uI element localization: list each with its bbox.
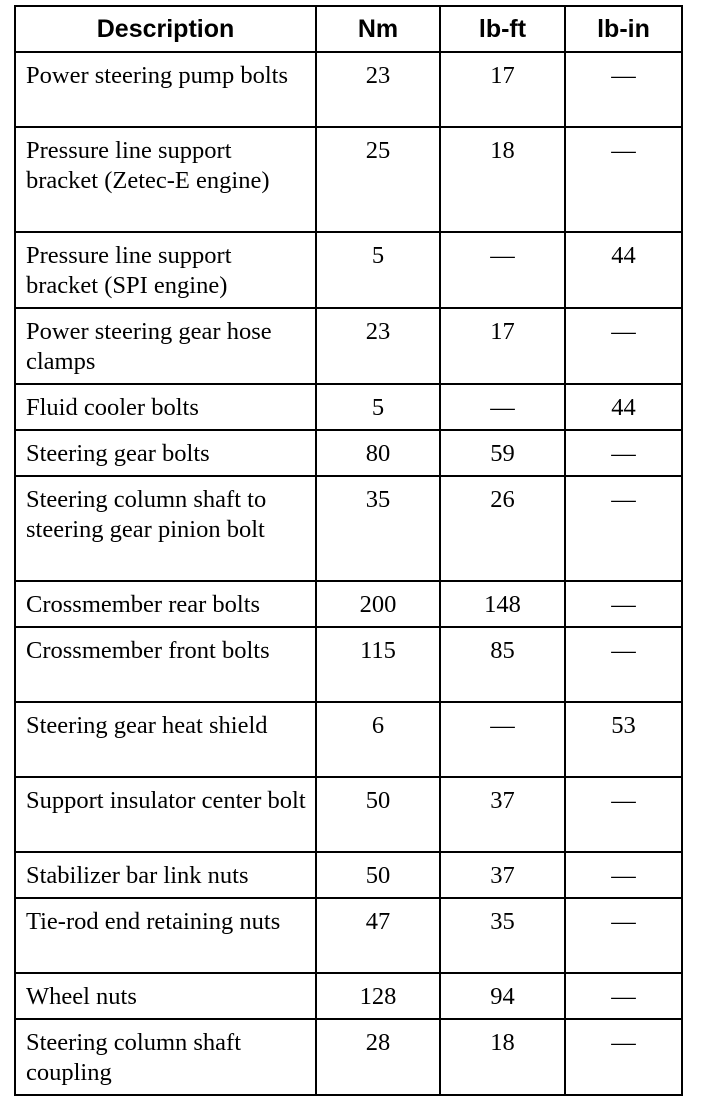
table-header-row (15, 6, 682, 52)
torque-specification-table (14, 5, 683, 1096)
cell-lbft: 85 (440, 627, 565, 702)
table-row (15, 777, 682, 852)
cell-description: Tie-rod end retaining nuts (15, 898, 316, 973)
cell-lbin: — (565, 430, 682, 476)
cell-description: Crossmember rear bolts (15, 581, 316, 627)
cell-nm: 23 (316, 52, 440, 127)
cell-lbft: 35 (440, 898, 565, 973)
cell-lbft: — (440, 384, 565, 430)
cell-lbft: — (440, 702, 565, 777)
cell-lbft: 37 (440, 852, 565, 898)
cell-lbft: 37 (440, 777, 565, 852)
cell-lbin: — (565, 581, 682, 627)
cell-nm: 128 (316, 973, 440, 1019)
column-header-lbin: lb-in (565, 6, 682, 52)
cell-description: Fluid cooler bolts (15, 384, 316, 430)
table-row (15, 476, 682, 581)
cell-description: Power steering pump bolts (15, 52, 316, 127)
cell-description: Steering gear bolts (15, 430, 316, 476)
cell-lbin: 44 (565, 384, 682, 430)
table-row (15, 52, 682, 127)
cell-nm: 5 (316, 384, 440, 430)
cell-nm: 6 (316, 702, 440, 777)
cell-description: Steering gear heat shield (15, 702, 316, 777)
cell-nm: 23 (316, 308, 440, 384)
table-row (15, 627, 682, 702)
table-row (15, 852, 682, 898)
cell-description: Steering column shaft to steering gear pinion bolt (15, 476, 316, 581)
cell-lbin: — (565, 777, 682, 852)
cell-description: Pressure line support bracket (SPI engine) (15, 232, 316, 308)
cell-lbft: 18 (440, 1019, 565, 1095)
cell-description: Support insulator center bolt (15, 777, 316, 852)
table-row (15, 898, 682, 973)
cell-lbft: 94 (440, 973, 565, 1019)
table-row (15, 1019, 682, 1095)
cell-nm: 115 (316, 627, 440, 702)
cell-nm: 5 (316, 232, 440, 308)
cell-lbft: 17 (440, 52, 565, 127)
cell-nm: 200 (316, 581, 440, 627)
cell-description: Power steering gear hose clamps (15, 308, 316, 384)
cell-description: Stabilizer bar link nuts (15, 852, 316, 898)
cell-description: Crossmember front bolts (15, 627, 316, 702)
cell-nm: 35 (316, 476, 440, 581)
table-row (15, 702, 682, 777)
cell-lbft: 26 (440, 476, 565, 581)
cell-nm: 25 (316, 127, 440, 232)
table-row (15, 384, 682, 430)
table-row (15, 308, 682, 384)
cell-nm: 50 (316, 777, 440, 852)
cell-nm: 80 (316, 430, 440, 476)
cell-description: Wheel nuts (15, 973, 316, 1019)
column-header-lbft: lb-ft (440, 6, 565, 52)
cell-lbin: — (565, 127, 682, 232)
table-row (15, 232, 682, 308)
cell-lbin: — (565, 476, 682, 581)
cell-nm: 50 (316, 852, 440, 898)
cell-lbin: 44 (565, 232, 682, 308)
cell-lbft: 17 (440, 308, 565, 384)
cell-lbin: — (565, 52, 682, 127)
cell-lbft: 18 (440, 127, 565, 232)
cell-lbin: 53 (565, 702, 682, 777)
cell-nm: 47 (316, 898, 440, 973)
column-header-nm: Nm (316, 6, 440, 52)
cell-nm: 28 (316, 1019, 440, 1095)
cell-lbin: — (565, 308, 682, 384)
table-row (15, 127, 682, 232)
cell-lbin: — (565, 1019, 682, 1095)
column-header-description: Description (15, 6, 316, 52)
cell-lbin: — (565, 898, 682, 973)
table-row (15, 973, 682, 1019)
cell-lbft: 59 (440, 430, 565, 476)
cell-description: Pressure line support bracket (Zetec-E engine) (15, 127, 316, 232)
table-row (15, 581, 682, 627)
cell-lbft: — (440, 232, 565, 308)
cell-lbin: — (565, 973, 682, 1019)
table-row (15, 430, 682, 476)
cell-lbin: — (565, 852, 682, 898)
cell-description: Steering column shaft coupling (15, 1019, 316, 1095)
cell-lbin: — (565, 627, 682, 702)
cell-lbft: 148 (440, 581, 565, 627)
